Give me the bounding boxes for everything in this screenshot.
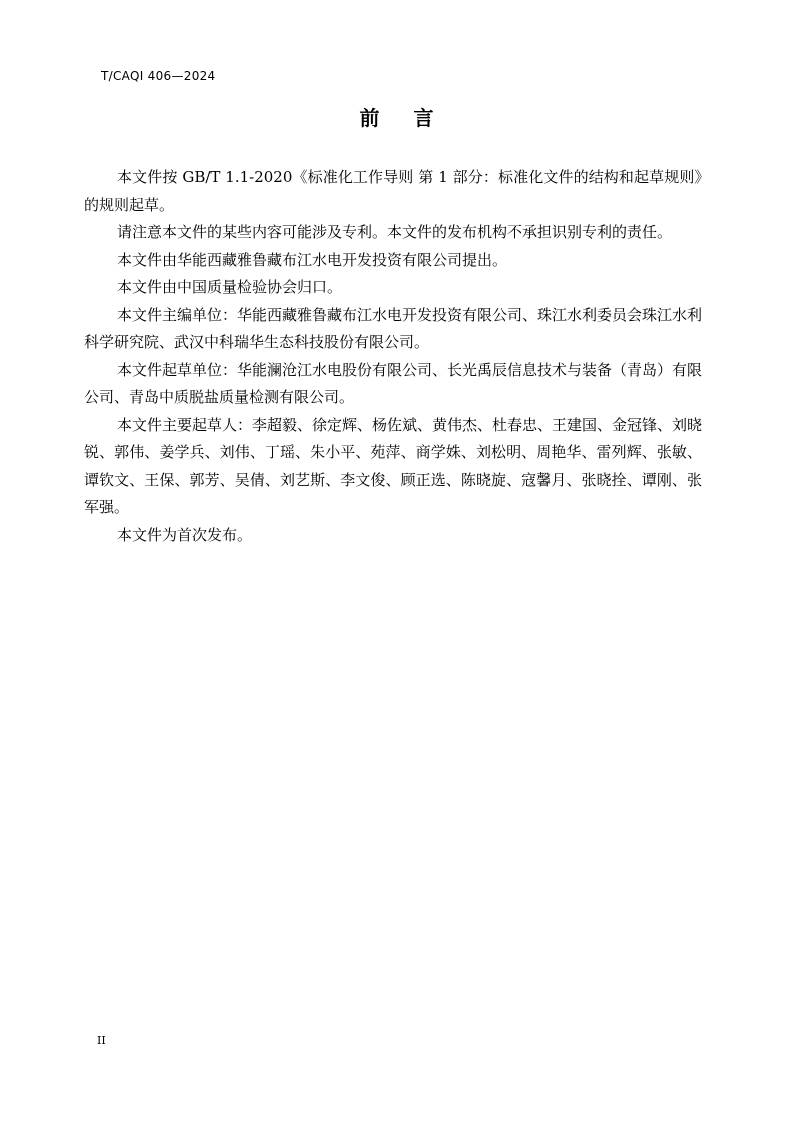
title-char-2: 言 xyxy=(413,106,434,130)
paragraph-main-drafters: 本文件主要起草人：李超毅、徐定辉、杨佐斌、黄伟杰、杜春忠、王建国、金冠锋、刘晓锐、郭伟、姜学兵、刘伟、丁瑶、朱小平、苑萍、商学姝、刘松明、周艳华、雷列辉、张敏、谭钦文、王保、郭芳、吴倩、刘艺斯、李文俊、顾正选、陈晓旋、寇馨月、张晓拴、谭刚、张军强。 xyxy=(84,415,703,516)
document-code: T/CAQI 406—2024 xyxy=(101,69,216,83)
paragraph-patent-notice: 请注意本文件的某些内容可能涉及专利。本文件的发布机构不承担识别专利的责任。 xyxy=(117,223,673,241)
paragraph-first-release: 本文件为首次发布。 xyxy=(117,525,253,544)
paragraph-drafting-units: 本文件起草单位：华能澜沧江水电股份有限公司、长光禹辰信息技术与装备（青岛）有限公司、青岛中质脱盐质量检测有限公司。 xyxy=(84,360,703,406)
paragraph-proposer: 本文件由华能西藏雅鲁藏布江水电开发投资有限公司提出。 xyxy=(117,250,508,269)
paragraph-administrator: 本文件由中国质量检验协会归口。 xyxy=(117,278,343,296)
body-text xyxy=(84,164,702,549)
page-number: II xyxy=(97,1034,106,1047)
paragraph-drafting-rules: 本文件按 GB/T 1.1-2020《标准化工作导则 第 1 部分：标准化文件的结构和起草规则》的规则起草。 xyxy=(84,168,702,214)
page-title xyxy=(0,104,793,132)
paragraph-chief-editors: 本文件主编单位：华能西藏雅鲁藏布江水电开发投资有限公司、珠江水利委员会珠江水利科学研究院、武汉中科瑞华生态科技股份有限公司。 xyxy=(84,305,703,351)
title-char-1: 前 xyxy=(359,106,380,130)
